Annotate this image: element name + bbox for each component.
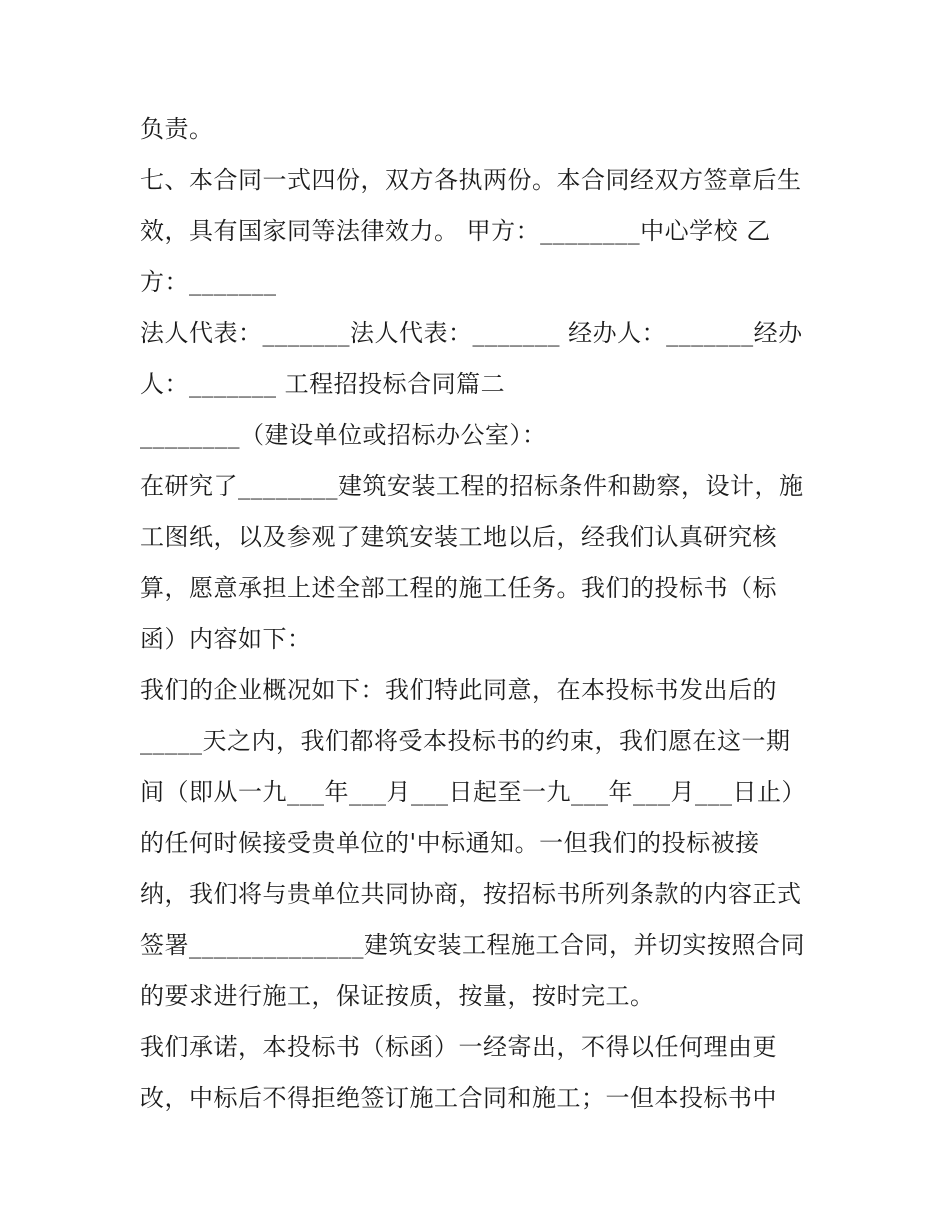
section-title-line: 人：_______ 工程招投标合同篇二	[140, 370, 506, 398]
text-line: 算，愿意承担上述全部工程的施工任务。我们的投标书（标	[140, 574, 777, 602]
text-line: _____天之内，我们都将受本投标书的约束，我们愿在这一期	[140, 727, 791, 755]
text-line: 间（即从一九___年___月___日起至一九___年___月___日止）	[140, 778, 806, 806]
text-line: 纳，我们将与贵单位共同协商，按招标书所列条款的内容正式	[140, 880, 802, 908]
text-line: 的要求进行施工，保证按质，按量，按时完工。	[140, 982, 655, 1010]
text-line: 我们承诺，本投标书（标函）一经寄出，不得以任何理由更	[140, 1033, 777, 1061]
text-line: 我们的企业概况如下：我们特此同意，在本投标书发出后的	[140, 676, 777, 704]
text-line: 改，中标后不得拒绝签订施工合同和施工；一但本投标书中	[140, 1084, 777, 1112]
text-line: 在研究了________建筑安装工程的招标条件和勘察，设计，施	[140, 472, 804, 500]
text-line: 负责。	[140, 115, 214, 143]
text-line: 方：_______	[140, 268, 277, 296]
text-line: 签署______________建筑安装工程施工合同，并切实按照合同	[140, 931, 805, 959]
text-line: 工图纸，以及参观了建筑安装工地以后，经我们认真研究核	[140, 523, 777, 551]
text-line: 函）内容如下：	[140, 625, 312, 653]
text-line: 效，具有国家同等法律效力。 甲方：________中心学校 乙	[140, 217, 771, 245]
text-line: 的任何时候接受贵单位的'中标通知。一但我们的投标被接	[140, 829, 760, 857]
text-line: 法人代表：_______法人代表：_______ 经办人：_______经办	[140, 319, 803, 347]
text-line: ________（建设单位或招标办公室）：	[140, 421, 547, 449]
text-line: 七、本合同一式四份，双方各执两份。本合同经双方签章后生	[140, 166, 802, 194]
